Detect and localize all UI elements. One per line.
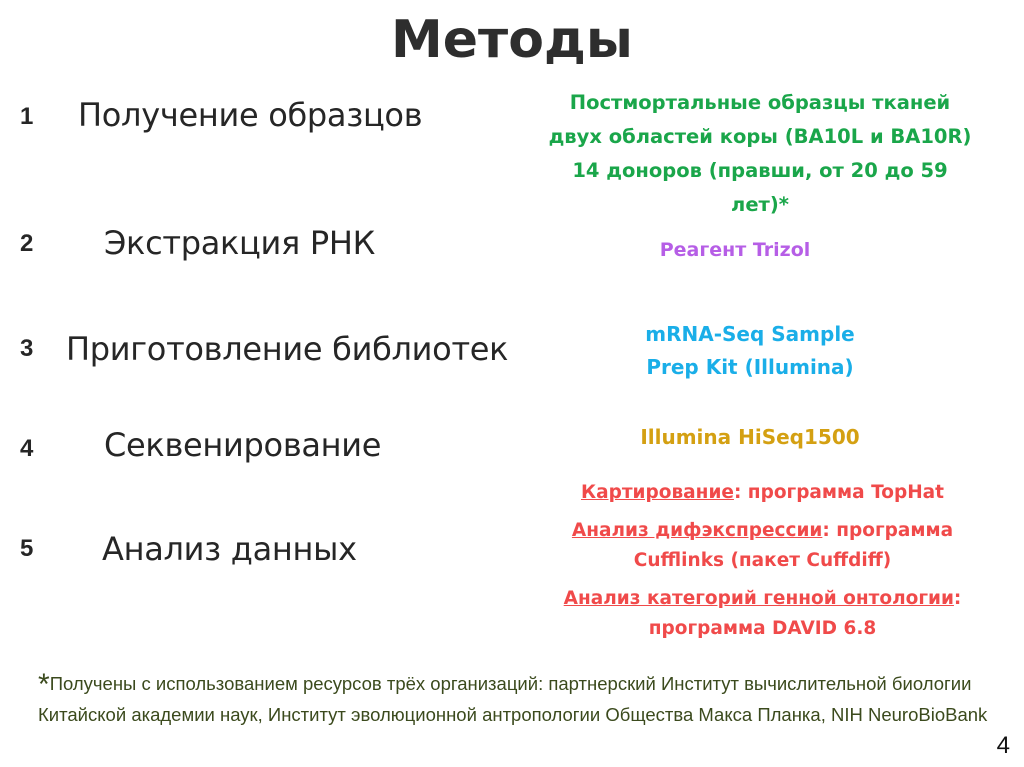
step-label-5: Анализ данных xyxy=(102,530,357,568)
library-detail xyxy=(580,318,920,384)
samples-line-3: 14 доноров (правши, от 20 до 59 xyxy=(572,159,948,182)
slide-title: Методы xyxy=(391,10,633,70)
step-number-2: 2 xyxy=(20,230,34,257)
library-line-2: Prep Kit (Illumina) xyxy=(646,355,854,379)
mapping-program: : программа TopHat xyxy=(733,482,945,503)
sequencing-detail: Illumina HiSeq1500 xyxy=(640,425,860,449)
mapping-term: Картирование xyxy=(580,482,734,503)
footnote-text: Получены с использованием ресурсов трёх организаций: партнерский Институт вычислительной биологии Китайской академии наук, Институт эволюционной антропологии Общества Макса Планка, NIH NeuroBioBank xyxy=(38,673,988,725)
diffexpr-rest: : программа xyxy=(822,520,954,541)
analysis-item-mapping xyxy=(510,478,1015,508)
analysis-detail xyxy=(510,478,1015,644)
samples-line-2: двух областей коры (BA10L и BA10R) xyxy=(548,125,972,148)
step-number-3: 3 xyxy=(20,335,34,362)
footnote-asterisk: * xyxy=(38,668,50,701)
analysis-item-diffexpr xyxy=(510,516,1015,576)
samples-detail xyxy=(515,86,1005,222)
step-number-4: 4 xyxy=(20,435,34,462)
page-number: 4 xyxy=(996,732,1010,759)
diffexpr-program: Cufflinks (пакет Cuffdiff) xyxy=(633,550,892,571)
diffexpr-term: Анализ дифэкспрессии xyxy=(571,520,823,541)
footnote xyxy=(38,668,1008,730)
step-label-2: Экстракция РНК xyxy=(104,224,376,262)
go-rest: : xyxy=(953,588,962,609)
extraction-detail: Реагент Trizol xyxy=(659,239,811,261)
step-label-1: Получение образцов xyxy=(78,96,423,134)
library-line-1: mRNA-Seq Sample xyxy=(645,322,855,346)
go-term: Анализ категорий генной онтологии xyxy=(563,588,954,609)
step-number-5: 5 xyxy=(20,535,34,562)
step-number-1: 1 xyxy=(20,103,34,130)
step-label-4: Секвенирование xyxy=(104,426,382,464)
samples-line-4: лет)* xyxy=(731,193,789,216)
step-label-3: Приготовление библиотек xyxy=(66,330,509,368)
analysis-item-go xyxy=(510,584,1015,644)
go-program: программа DAVID 6.8 xyxy=(648,618,877,639)
samples-line-1: Постмортальные образцы тканей xyxy=(569,91,951,114)
